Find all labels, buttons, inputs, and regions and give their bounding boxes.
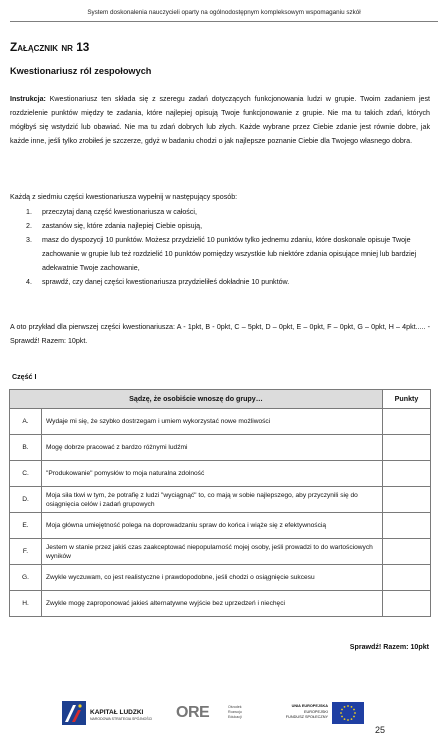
- points-cell[interactable]: [383, 461, 431, 487]
- page-number: 25: [375, 725, 386, 735]
- questionnaire-table: [9, 389, 431, 617]
- row-letter: C.: [10, 461, 42, 487]
- header-rule: [10, 21, 438, 22]
- step-item: [26, 233, 431, 275]
- row-letter: G.: [10, 565, 42, 591]
- points-cell[interactable]: [383, 487, 431, 513]
- instruction-text: Kwestionariusz ten składa się z szeregu zadań dotyczących funkcjonowania ludzi w grupie. Twoim zadaniem jest rozdzielenie punktów między te zadania, które najlepiej opisują Twoje funkcjonowanie z grupie. Nie ma tu takich zdań, których mógłbyś się wstydzić lub obawiać. Nie ma tu zdań dobrych lub złych. Każde wybrane przez Ciebie zdanie jest równie dobre, jak każde inne, jeśli tylko zrobiłeś je szczerze, gdyż w badaniu chodzi o jak najlepsze poznanie Ciebie dla Twojego własnego dobra.: [10, 95, 430, 145]
- row-letter: B.: [10, 435, 42, 461]
- eu-line: FUNDUSZ SPOŁECZNY: [285, 715, 328, 719]
- ore-line: Edukacji: [228, 715, 242, 719]
- row-letter: F.: [10, 539, 42, 565]
- table-row: [10, 565, 431, 591]
- eu-subtitle: [268, 710, 328, 720]
- table-row: [10, 409, 431, 435]
- step-number: 4.: [26, 278, 32, 286]
- ore-subtitle: [228, 705, 242, 720]
- table-row: [10, 487, 431, 513]
- kapital-ludzki-title: KAPITAŁ LUDZKI: [90, 709, 144, 716]
- step-number: 1.: [26, 208, 32, 216]
- points-cell[interactable]: [383, 409, 431, 435]
- step-text: zastanów się, które zdania najlepiej Ciebie opisują,: [42, 222, 203, 230]
- document-title: Kwestionariusz ról zespołowych: [10, 66, 152, 76]
- step-text: masz do dyspozycji 10 punktów. Możesz przydzielić 10 punktów tylko jednemu zdaniu, które doskonale opisuje Twoje zachowanie w grupie lub też rozdzielić 10 punktów pomiędzy wszystkie lub niektóre zdania opisujące mniej lub bardziej adekwatnie Twoje zachowanie,: [42, 236, 417, 272]
- part-label: Część I: [12, 373, 37, 381]
- points-cell[interactable]: [383, 513, 431, 539]
- kapital-ludzki-icon: [62, 701, 86, 725]
- ore-mark: ORE: [176, 704, 210, 721]
- total-check: Sprawdź! Razem: 10pkt: [349, 643, 429, 651]
- row-statement: "Produkowanie" pomysłów to moja naturalna zdolność: [42, 461, 383, 487]
- row-statement: Moja główna umiejętność polega na doprowadzaniu spraw do końca i wiąże się z efektywnością: [42, 513, 383, 539]
- kapital-ludzki-subtitle: NARODOWA STRATEGIA SPÓJNOŚCI: [90, 717, 153, 721]
- points-cell[interactable]: [383, 539, 431, 565]
- table-row: [10, 591, 431, 617]
- points-cell[interactable]: [383, 565, 431, 591]
- step-text: sprawdź, czy danej części kwestionariusza przydzieliłeś dokładnie 10 punktów.: [42, 278, 290, 286]
- table-header: Sądzę, że osobiście wnoszę do grupy…: [10, 390, 383, 409]
- step-number: 2.: [26, 222, 32, 230]
- step-item: [26, 219, 431, 233]
- appendix-title: Załącznik nr 13: [10, 40, 90, 54]
- running-header: System doskonalenia nauczycieli oparty na ogólnodostępnym kompleksowym wspomaganiu szkół: [87, 9, 361, 16]
- ore-line: Ośrodek: [228, 705, 242, 709]
- eu-title: UNIA EUROPEJSKA: [291, 704, 328, 708]
- row-statement: Jestem w stanie przez jakiś czas zaakceptować niepopularność mojej osoby, jeśli prowadzi to do wartościowych wyników: [42, 539, 383, 565]
- row-statement: Moja siła tkwi w tym, że potrafię z ludzi "wyciągnąć" to, co mają w sobie najlepszego, aby przyczynili się do osiągnięcia celów i zadań grupowych: [42, 487, 383, 513]
- step-item: [26, 205, 431, 219]
- table-row: [10, 461, 431, 487]
- instruction-lead: Instrukcja:: [10, 95, 46, 103]
- step-text: przeczytaj daną część kwestionariusza w całości,: [42, 208, 197, 216]
- table-row: [10, 539, 431, 565]
- instruction-paragraph: [10, 92, 430, 148]
- step-number: 3.: [26, 236, 32, 244]
- row-statement: Wydaje mi się, że szybko dostrzegam i umiem wykorzystać nowe możliwości: [42, 409, 383, 435]
- points-cell[interactable]: [383, 435, 431, 461]
- table-row: [10, 435, 431, 461]
- points-cell[interactable]: [383, 591, 431, 617]
- row-letter: H.: [10, 591, 42, 617]
- ore-line: Rozwoju: [228, 710, 242, 714]
- eu-flag-icon: [332, 702, 364, 724]
- example-paragraph: A oto przykład dla pierwszej części kwestionariusza: A - 1pkt, B - 0pkt, C – 5pkt, D – 0pkt, E – 0pkt, F – 0pkt, G – 0pkt, H – 4pkt..... - Sprawdź! Razem: 10pkt.: [10, 323, 430, 345]
- points-header: Punkty: [383, 390, 431, 409]
- row-letter: E.: [10, 513, 42, 539]
- steps-intro: Każdą z siedmiu części kwestionariusza wypełnij w następujący sposób:: [10, 193, 238, 201]
- row-letter: A.: [10, 409, 42, 435]
- steps-list: [26, 205, 431, 289]
- table-header-row: [10, 390, 431, 409]
- row-statement: Mogę dobrze pracować z bardzo różnymi ludźmi: [42, 435, 383, 461]
- row-statement: Zwykle mogę zaproponować jakieś alternatywne wyjście bez uprzedzeń i niechęci: [42, 591, 383, 617]
- eu-line: EUROPEJSKI: [303, 710, 328, 714]
- row-statement: Zwykle wyczuwam, co jest realistyczne i prawdopodobne, jeśli chodzi o osiągnięcie sukcesu: [42, 565, 383, 591]
- step-item: [26, 275, 431, 289]
- table-row: [10, 513, 431, 539]
- row-letter: D.: [10, 487, 42, 513]
